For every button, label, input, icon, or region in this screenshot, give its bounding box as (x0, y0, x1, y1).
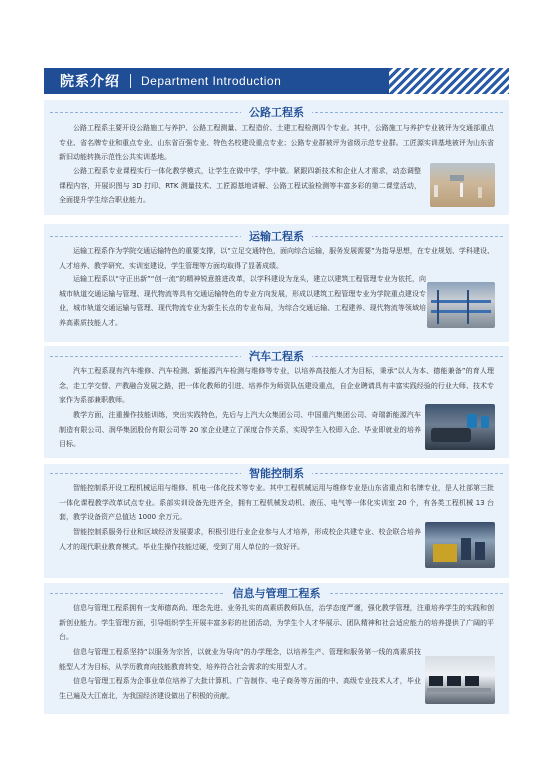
section-paragraph: 公路工程系主要开设公路施工与养护、公路工程测量、工程造价、土建工程检测四个专业。其中，公路施工与养护专业被评为交通部重点专业、省名牌专业和重点专业、山东省百强专业、特色名校建设重点专业；公路专业群被评为省级示范专业群。工匠源实训基地被评为山东省新旧动能转换示范性公共实训基地。 (59, 124, 494, 162)
section-automotive-engineering (44, 346, 509, 458)
computer-lab-photo (425, 656, 495, 704)
auto-repair-photo (425, 404, 495, 450)
section-header (44, 227, 509, 245)
department-banner (44, 68, 509, 94)
banner-title-en: Department Introduction (141, 74, 282, 88)
section-title: 公路工程系 (241, 104, 312, 120)
logistics-lab-photo (427, 282, 495, 328)
section-header (44, 347, 509, 365)
section-intelligent-control (44, 464, 509, 578)
section-paragraph: 智能控制系开设工程机械运用与维修、机电一体化技术等专业。其中工程机械运用与维修专业是山东省重点和名牌专业，是人社部第三批一体化课程教学改革试点专业。系部实训设备先进齐全，拥有工程机械发动机、液压、电气等一体化实训室 20 个，有各类工程机械 13 台套，教学设备资产总值达 1000 余万元。 (59, 484, 494, 522)
banner-divider (130, 74, 131, 88)
section-header (44, 584, 509, 602)
section-paragraph: 汽车工程系现有汽车维修、汽车检测、新能源汽车检测与维修等专业，以培养高技能人才为目标，秉承“以人为本、德能兼备”的育人理念，走工学交替、产教融合发展之路，把一体化教师的引进、培养作为师资队伍建设重点，自企业聘请具有丰富实践经验的行业大师、技术专家作为系部兼职教师。 (59, 367, 494, 405)
section-title: 信息与管理工程系 (225, 585, 329, 601)
road-survey-photo (430, 163, 495, 207)
section-paragraph: 教学方面，注重操作技能训练，突出实践特色，先后与上汽大众集团公司、中国重汽集团公司、奇瑞新能源汽车制造有限公司、润华集团股份有限公司等 20 家企业建立了深度合作关系，实现学生入校即入企、毕业即就业的培养目标。 (59, 411, 421, 449)
machinery-training-photo (425, 522, 495, 568)
section-header (44, 103, 509, 121)
banner-title-box (44, 68, 389, 94)
banner-title-cn: 院系介绍 (60, 74, 120, 90)
section-paragraph: 信息与管理工程系坚持“以服务为宗旨，以就业为导向”的办学理念，以培养生产、管理和服务第一线的高素质技能型人才为目标，从学历教育向技能教育转变，培养符合社会需求的实用型人才。 (59, 648, 421, 671)
section-paragraph: 信息与管理工程系拥有一支师德高尚、理念先进、业务扎实的高素质教师队伍，治学态度严谨，强化教学管理，注重培养学生的实践和创新创业能力。学生管理方面，引导组织学生开展丰富多彩的社团活动，为学生个人才华展示、团队精神和社会适应能力的培养提供了广阔的平台。 (59, 604, 494, 642)
section-transport-engineering (44, 224, 509, 342)
banner-stripes-decoration (389, 68, 509, 94)
section-paragraph: 信息与管理工程系为企事业单位培养了大批计算机、广告制作、电子商务等方面的中、高级专业技术人才，毕业生已遍及大江南北，为我国经济建设做出了积极的贡献。 (59, 677, 421, 700)
section-highway-engineering (44, 100, 509, 215)
section-paragraph: 运输工程系作为学院交通运输特色的重要支撑，以“立足交通特色，面向综合运输，服务发展需要”为指导思想，在专业规划、学科建设、人才培养、教学研究、实训室建设、学生管理等方面均取得了显著成绩。 (59, 247, 494, 270)
section-header (44, 464, 509, 482)
section-paragraph: 运输工程系以“守正出新”“创一流”的精神锐意推进改革，以学科建设为龙头，建立以建筑工程管理专业为依托，向城市轨道交通运输与管理、现代物流等具有交通运输特色的专业方向发展，形成以建筑工程管理专业为学院重点建设专业，城市轨道交通运输与管理、现代物流专业为新生长点的专业布局，为综合交通运输、工程建养、现代物流等领域培养高素质技能人才。 (59, 275, 426, 327)
section-paragraph: 智能控制系服务行业和区域经济发展要求，积极引进行业企业参与人才培养，形成校企共建专业、校企联合培养人才的现代职业教育模式。毕业生操作技能过硬，受到了用人单位的一致好评。 (59, 528, 421, 551)
section-paragraph: 公路工程系专业课程实行一体化教学模式，让学生在做中学，学中做。紧跟四新技术和企业人才需求，动态调整课程内容，开展识图与 3D 打印、RTK 测量技术、工匠源基地讲解、公路工程试验检测等丰富多彩的第二课堂活动，全面提升学生综合职业能力。 (59, 167, 421, 205)
section-title: 智能控制系 (241, 465, 312, 481)
section-title: 运输工程系 (241, 228, 312, 244)
section-title: 汽车工程系 (241, 348, 312, 364)
section-information-management (44, 583, 509, 714)
